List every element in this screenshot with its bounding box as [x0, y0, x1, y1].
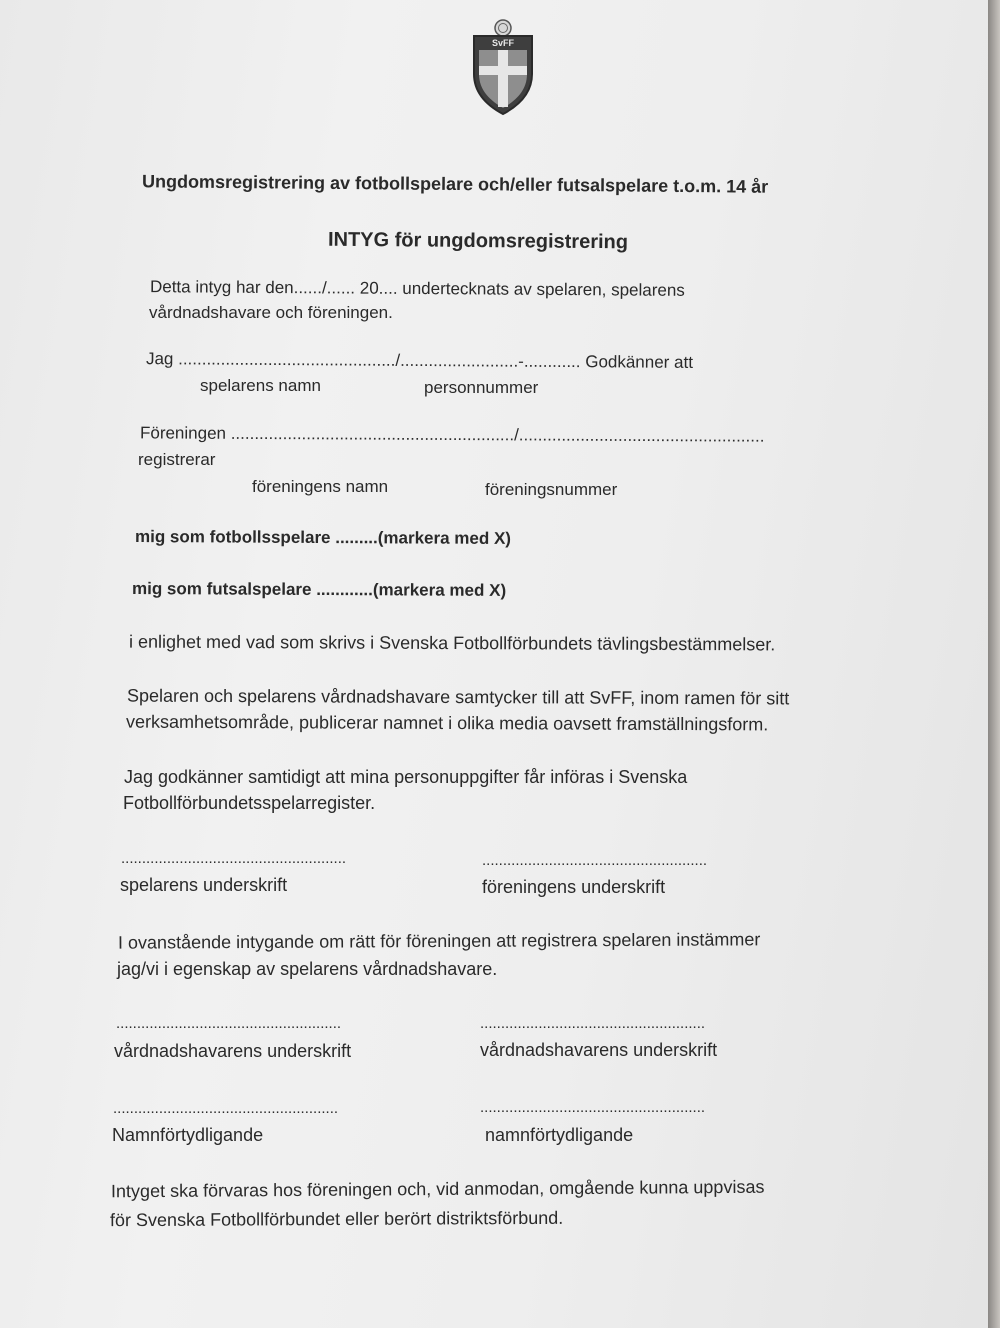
label-foreningens-underskrift: föreningens underskrift [482, 877, 666, 897]
intro-line-1: Detta intyg har den....../...... 20.... undertecknats av spelaren, spelarens [149, 277, 685, 300]
signature-dots-guardian-1: ...................................................... [116, 1015, 342, 1032]
signature-dots-name-2: ...................................................... [480, 1099, 706, 1116]
signature-dots-club: ...................................................... [482, 852, 708, 869]
enlighet-text: i enlighet med vad som skrivs i Svenska Fotbollförbundets tävlingsbestämmelser. [128, 631, 776, 655]
footer-line-1: Intyget ska förvaras hos föreningen och, vid anmodan, omgående kunna uppvisas [110, 1176, 765, 1202]
svff-crest-icon [468, 18, 538, 118]
registrerar-text: registrerar [138, 450, 216, 469]
intro-line-2: vårdnadshavare och föreningen. [149, 303, 393, 322]
gdpr-line-2: Fotbollförbundetsspelarregister. [123, 793, 376, 813]
mark-futsal-line: mig som futsalspelare ............(markera med X) [131, 579, 507, 600]
label-spelarens-underskrift: spelarens underskrift [120, 875, 288, 895]
signature-dots-player: ...................................................... [121, 850, 347, 867]
mark-football-line: mig som fotbollsspelare .........(markera med X) [134, 527, 512, 548]
consent-line-2: verksamhetsområde, publicerar namnet i olika media oavsett framställningsform. [125, 711, 769, 735]
guardian-line-1: I ovanstående intygande om rätt för föreningen att registrera spelaren instämmer [117, 929, 761, 953]
document-title: INTYG för ungdomsregistrering [327, 228, 629, 254]
label-vardnadshavarens-underskrift-1: vårdnadshavarens underskrift [114, 1041, 352, 1061]
gdpr-line-1: Jag godkänner samtidigt att mina personuppgifter får införas i Svenska [124, 767, 688, 787]
label-foreningens-namn: föreningens namn [252, 477, 389, 496]
signature-dots-guardian-2: ...................................................... [480, 1015, 706, 1032]
guardian-line-2: jag/vi i egenskap av spelarens vårdnadshavare. [117, 959, 498, 979]
label-foreningsnummer: föreningsnummer [485, 480, 618, 499]
footer-line-2: för Svenska Fotbollförbundet eller berört distriktsförbund. [109, 1207, 564, 1231]
label-personnummer: personnummer [424, 378, 539, 397]
page-edge [988, 0, 1000, 1328]
label-namnfortydligande-1: Namnförtydligande [112, 1125, 264, 1145]
jag-field-line: Jag ............................................../.........................-............ Godkänner att [145, 349, 694, 372]
document-header: Ungdomsregistrering av fotbollspelare och/eller futsalspelare t.o.m. 14 år [141, 171, 769, 197]
foreningen-field-line: Föreningen ............................................................/.................................................... [139, 423, 765, 446]
label-vardnadshavarens-underskrift-2: vårdnadshavarens underskrift [480, 1040, 718, 1060]
crest-label: SvFF [491, 38, 515, 48]
label-spelarens-namn: spelarens namn [200, 376, 321, 395]
consent-line-1: Spelaren och spelarens vårdnadshavare samtycker till att SvFF, inom ramen för sitt [126, 685, 790, 709]
label-namnfortydligande-2: namnförtydligande [485, 1125, 634, 1145]
signature-dots-name-1: ...................................................... [113, 1100, 339, 1117]
